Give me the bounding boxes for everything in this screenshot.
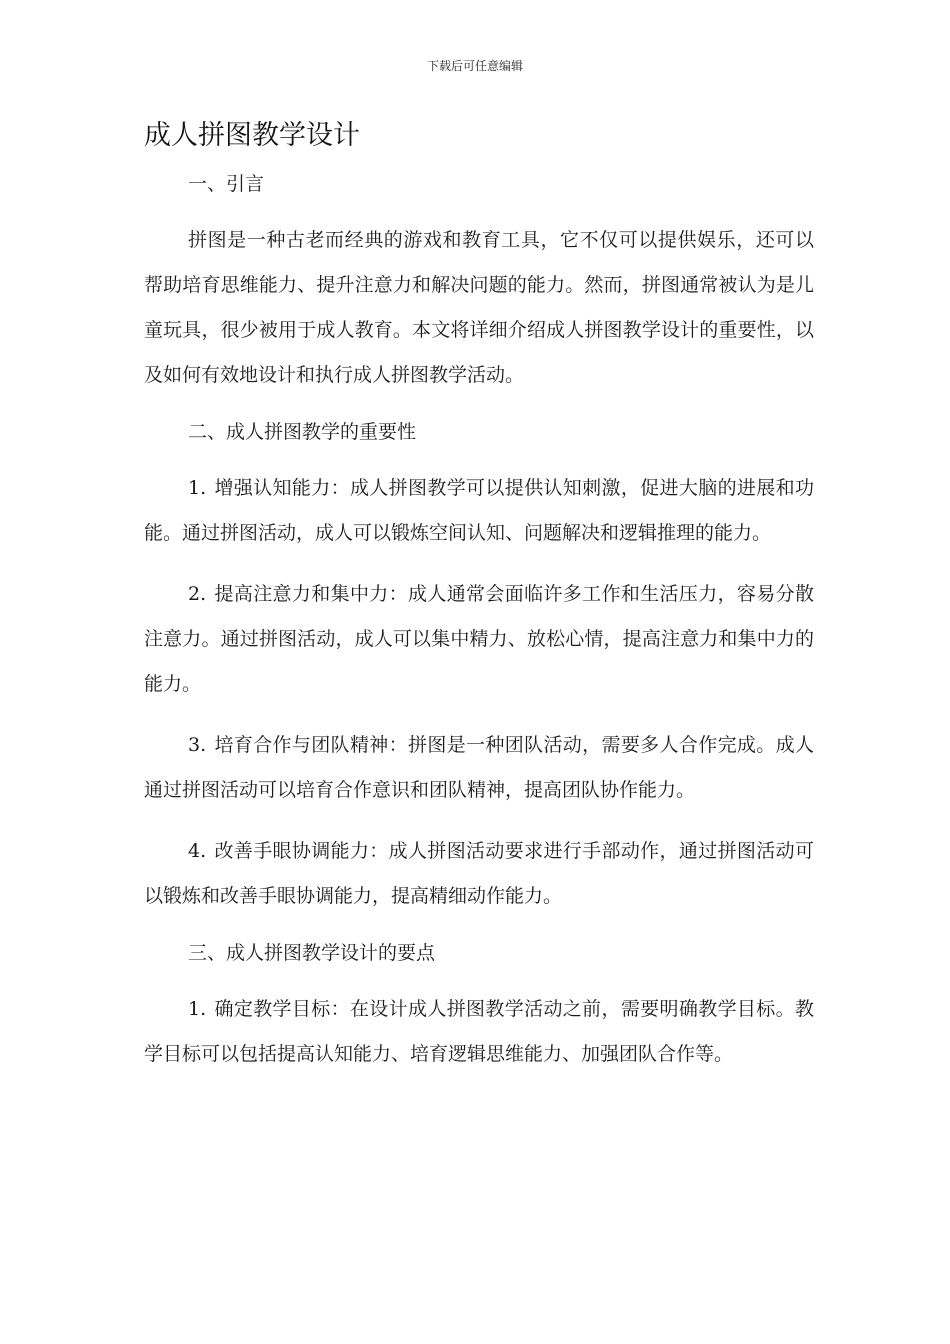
document-body [144, 166, 814, 1093]
section-heading-importance: 二、成人拼图教学的重要性 [188, 421, 417, 443]
paragraph-text: 改善手眼协调能力：成人拼图活动要求进行手部动作，通过拼图活动可以锻炼和改善手眼协调能力，提高精细动作能力。 [144, 840, 814, 907]
paragraph-text: 拼图是一种古老而经典的游戏和教育工具，它不仅可以提供娱乐，还可以帮助培育思维能力、提升注意力和解决问题的能力。然而，拼图通常被认为是儿童玩具，很少被用于成人教育。本文将详细介绍成人拼图教学设计的重要性，以及如何有效地设计和执行成人拼图教学活动。 [144, 229, 814, 386]
list-paragraph-4 [144, 829, 814, 919]
list-paragraph-1 [144, 987, 814, 1077]
list-number: 4. [188, 840, 207, 862]
section-heading-design-points: 三、成人拼图教学设计的要点 [188, 942, 436, 964]
list-number: 1. [188, 477, 207, 499]
document-title: 成人拼图教学设计 [144, 120, 360, 151]
list-paragraph-3 [144, 723, 814, 813]
section-heading-introduction: 一、引言 [188, 173, 265, 195]
list-number: 1. [188, 998, 207, 1020]
paragraph-text: 提高注意力和集中力：成人通常会面临许多工作和生活压力，容易分散注意力。通过拼图活动，成人可以集中精力、放松心情，提高注意力和集中力的能力。 [144, 583, 814, 695]
list-paragraph-2 [144, 572, 814, 707]
paragraph-introduction [144, 218, 814, 398]
list-number: 2. [188, 583, 207, 605]
list-paragraph-1 [144, 466, 814, 556]
paragraph-text: 增强认知能力：成人拼图教学可以提供认知刺激，促进大脑的进展和功能。通过拼图活动，成人可以锻炼空间认知、问题解决和逻辑推理的能力。 [144, 477, 814, 544]
paragraph-text: 确定教学目标：在设计成人拼图教学活动之前，需要明确教学目标。教学目标可以包括提高认知能力、培育逻辑思维能力、加强团队合作等。 [144, 998, 814, 1065]
list-number: 3. [188, 734, 207, 756]
page-header-note: 下载后可任意编辑 [426, 59, 523, 73]
paragraph-text: 培育合作与团队精神：拼图是一种团队活动，需要多人合作完成。成人通过拼图活动可以培育合作意识和团队精神，提高团队协作能力。 [144, 734, 814, 801]
